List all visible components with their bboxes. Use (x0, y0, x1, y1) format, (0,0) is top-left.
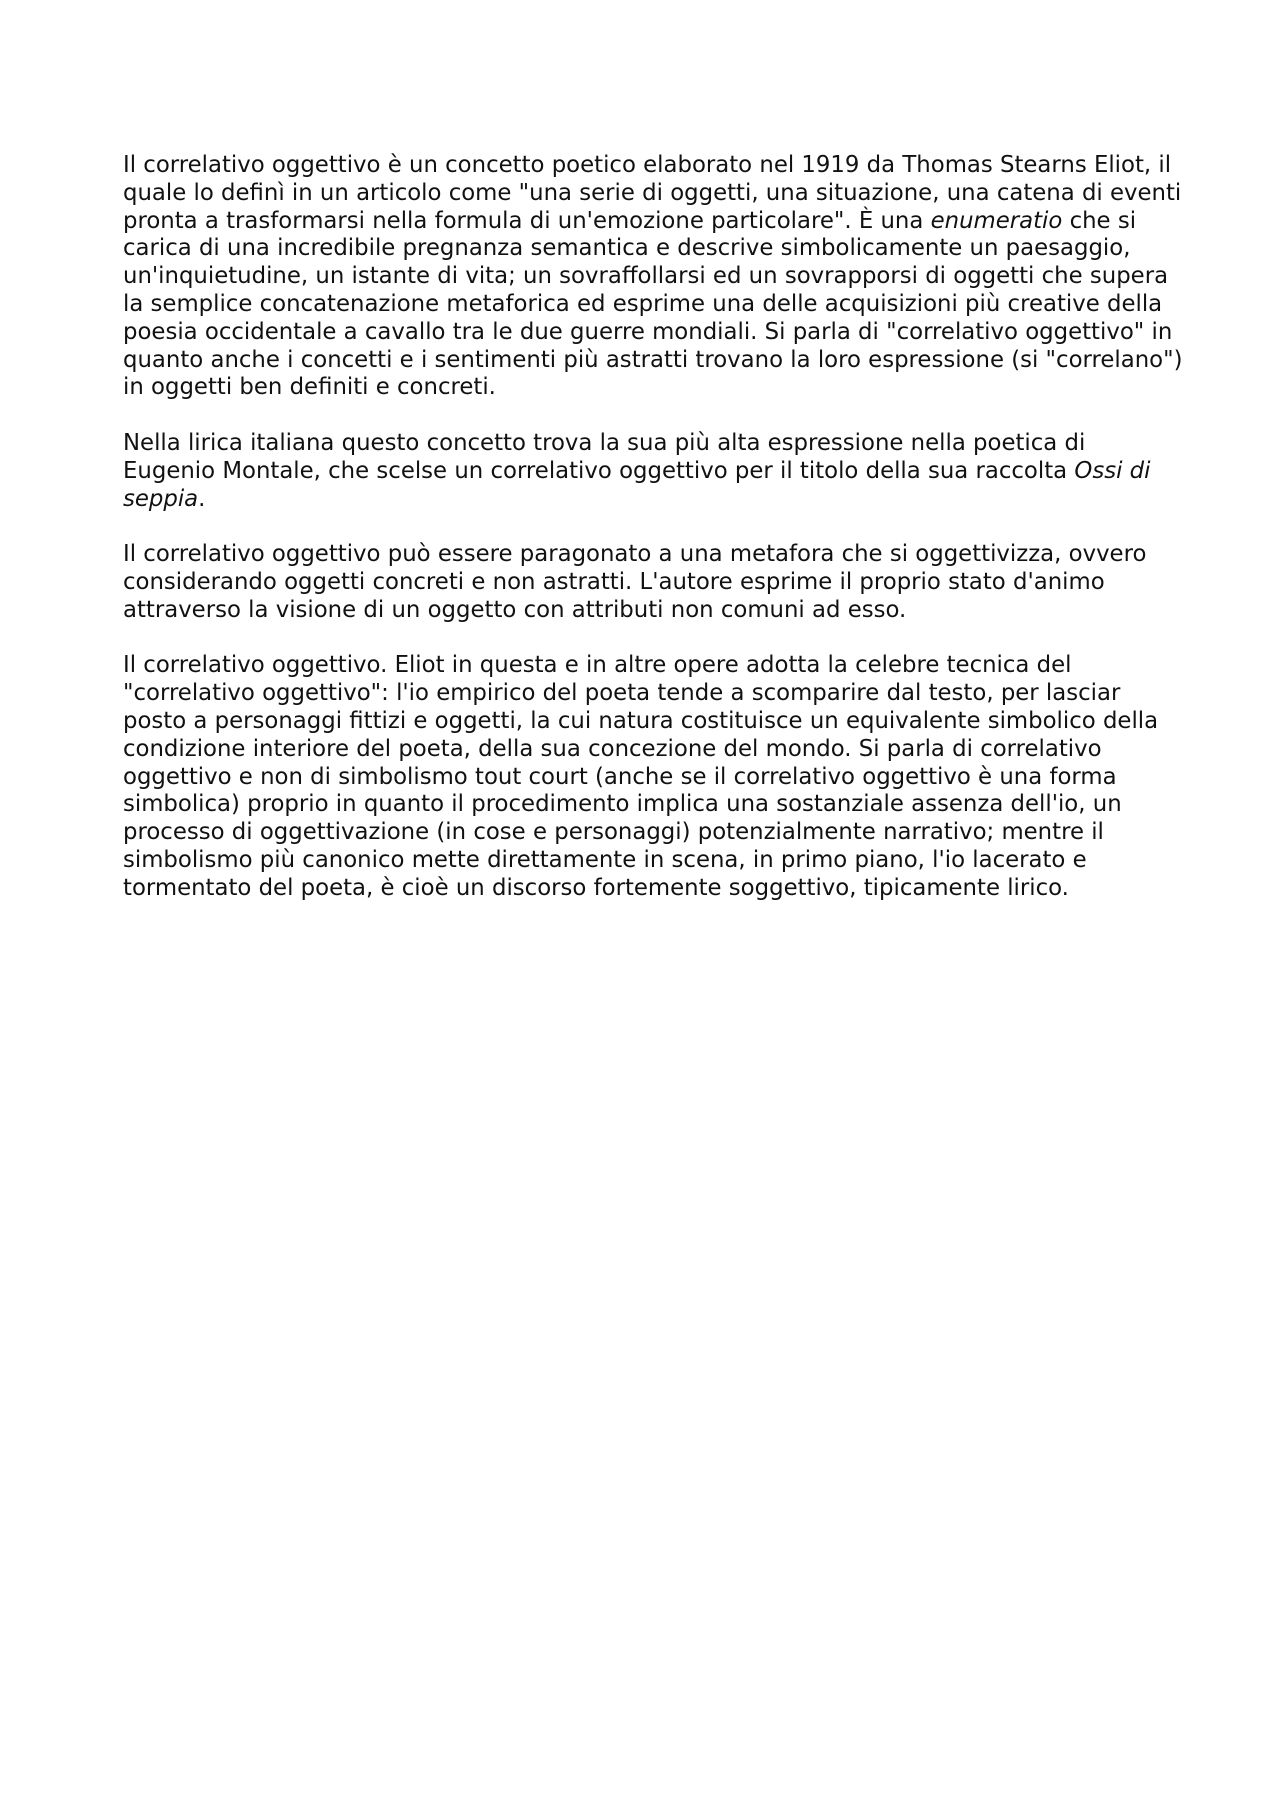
paragraph-1 (123, 152, 1183, 402)
paragraph-1-text-a: Il correlativo oggettivo è un concetto poetico elaborato nel 1919 da Thomas Stearns Eliot, il quale lo definì in un articolo come "una serie di oggetti, una situazione, una catena di eventi pronta a trasformarsi nella formula di un'emozione particolare". È una (123, 152, 1182, 234)
paragraph-2-italic-title: Ossi di seppia (123, 457, 1151, 512)
paragraph-4 (123, 652, 1183, 902)
paragraph-1-italic-term: enumeratio (930, 207, 1063, 234)
paragraph-2 (123, 430, 1183, 513)
paragraph-2-text-b: . (198, 485, 206, 512)
paragraph-3-text: Il correlativo oggettivo può essere paragonato a una metafora che si oggettivizza, ovvero considerando oggetti concreti e non astratti. L'autore esprime il proprio stato d'animo attraverso la visione di un oggetto con attributi non comuni ad esso. (123, 541, 1147, 623)
paragraph-4-text: Il correlativo oggettivo. Eliot in questa e in altre opere adotta la celebre tecnica del "correlativo oggettivo": l'io empirico del poeta tende a scomparire dal testo, per lasciar posto a personaggi fittizi e oggetti, la cui natura costituisce un equivalente simbolico della condizione interiore del poeta, della sua concezione del mondo. Si parla di correlativo oggettivo e non di simbolismo tout court (anche se il correlativo oggettivo è una forma simbolica) proprio in quanto il procedimento implica una sostanziale assenza dell'io, un processo di oggettivazione (in cose e personaggi) potenzialmente narrativo; mentre il simbolismo più canonico mette direttamente in scena, in primo piano, l'io lacerato e tormentato del poeta, è cioè un discorso fortemente soggettivo, tipicamente lirico. (123, 652, 1159, 901)
document-body (123, 152, 1183, 930)
paragraph-1-text-b: che si carica di una incredibile pregnanza semantica e descrive simbolicamente un paesaggio, un'inquietudine, un istante di vita; un sovraffollarsi ed un sovrapporsi di oggetti che supera la semplice concatenazione metaforica ed esprime una delle acquisizioni più creative della poesia occidentale a cavallo tra le due guerre mondiali. Si parla di "correlativo oggettivo" in quanto anche i concetti e i sentimenti più astratti trovano la loro espressione (si "correlano") in oggetti ben definiti e concreti. (123, 207, 1183, 401)
paragraph-3 (123, 541, 1183, 624)
paragraph-2-text-a: Nella lirica italiana questo concetto trova la sua più alta espressione nella poetica di Eugenio Montale, che scelse un correlativo oggettivo per il titolo della sua raccolta (123, 429, 1086, 484)
